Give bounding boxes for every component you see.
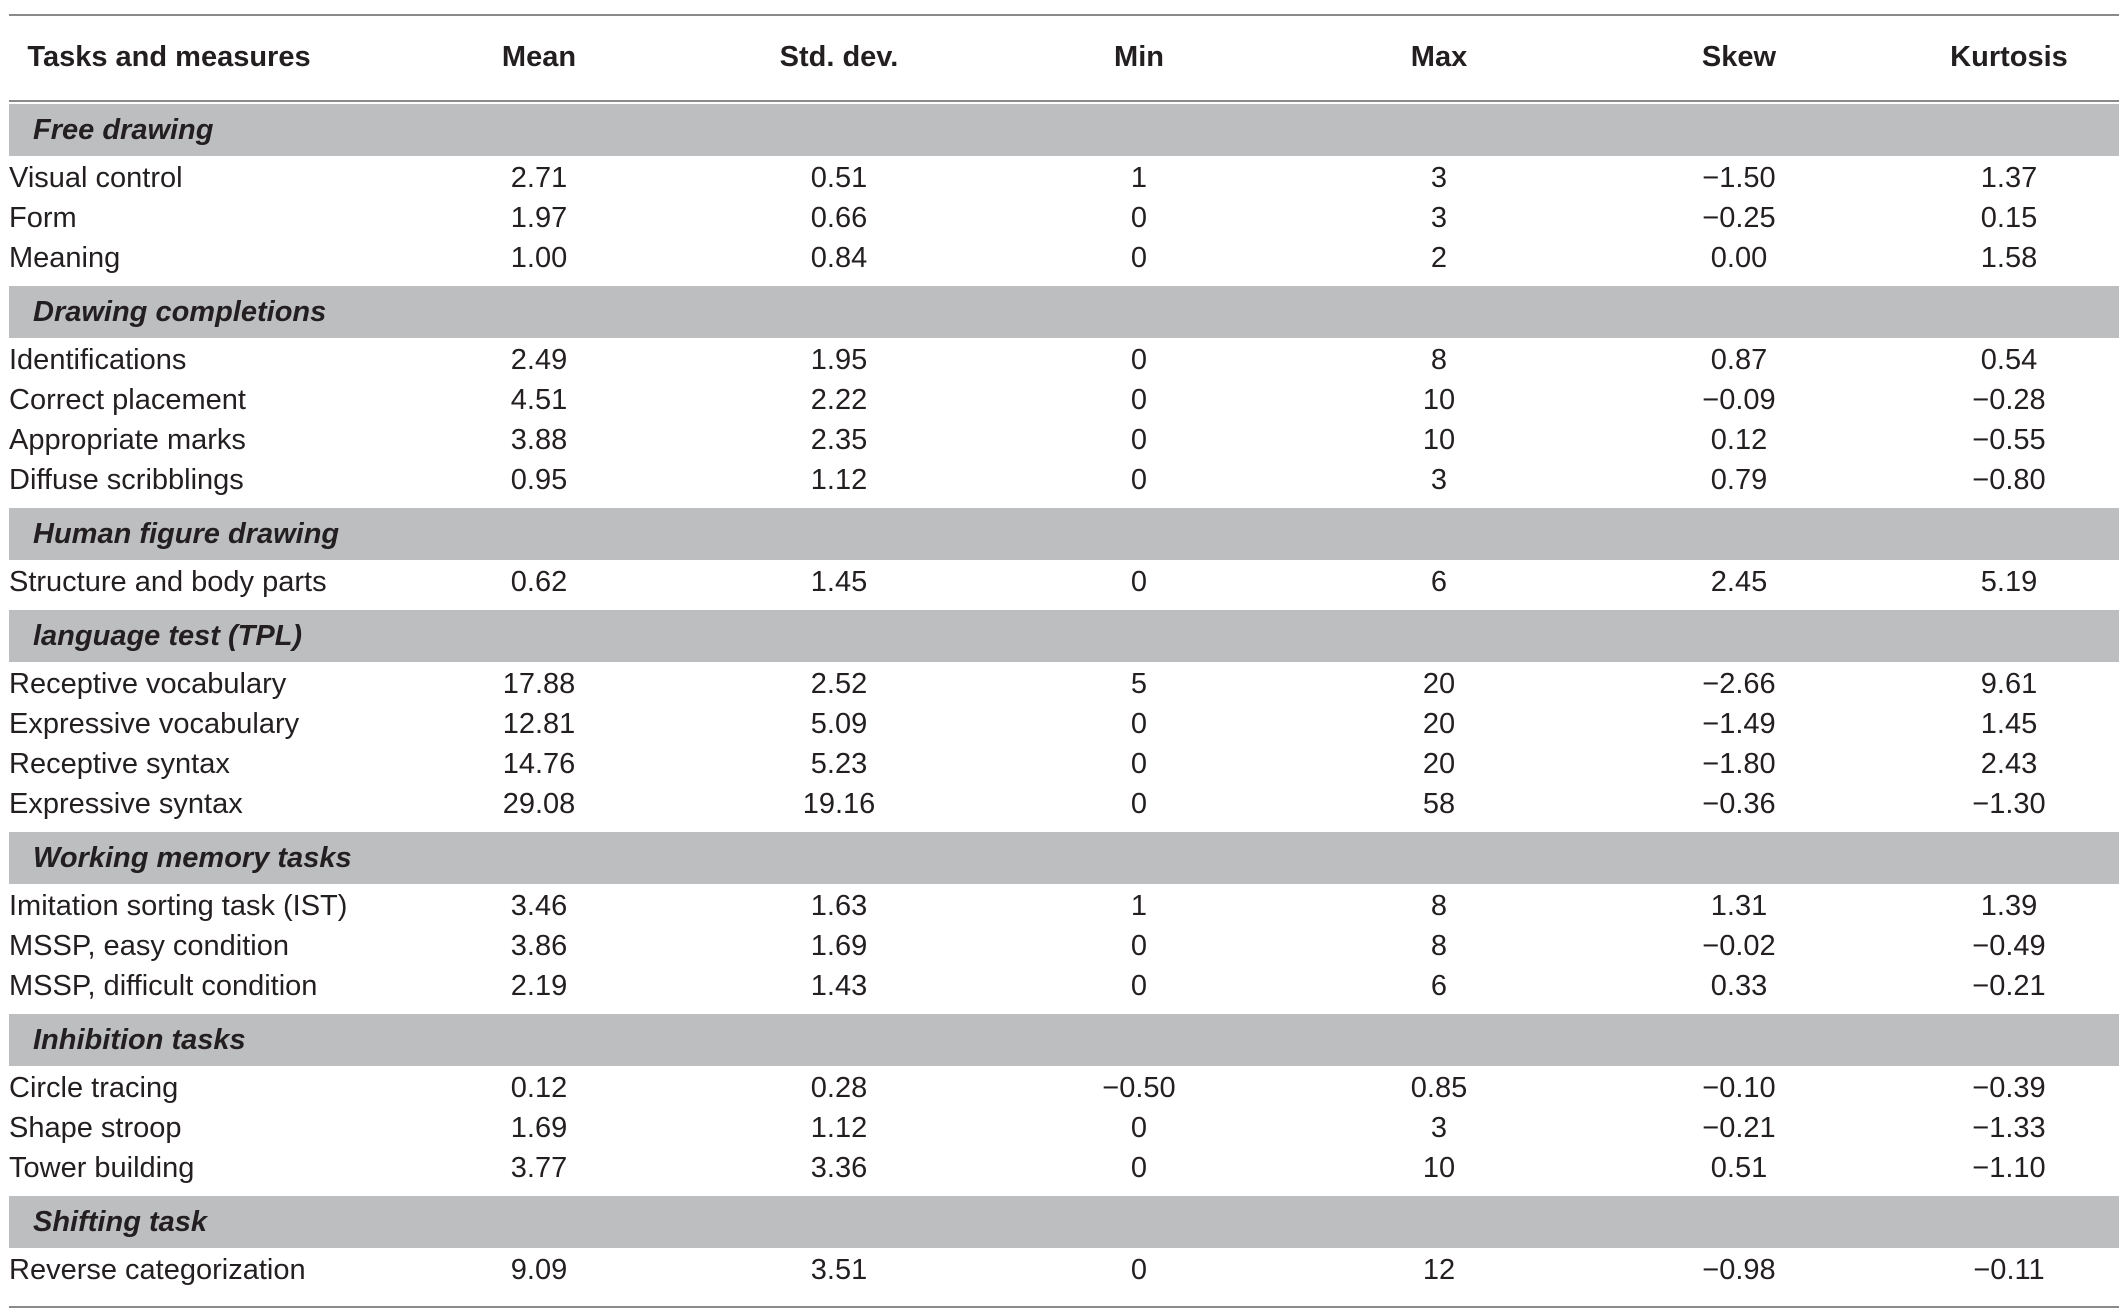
header-kurtosis: Kurtosis: [1950, 41, 2068, 73]
table-row: [9, 238, 2119, 278]
cell-kurtosis: −1.30: [1972, 788, 2046, 820]
cell-std-dev: 1.12: [810, 1112, 868, 1144]
section-title: Drawing completions: [33, 296, 327, 328]
row-label: Receptive syntax: [9, 748, 230, 780]
header-min: Min: [1114, 41, 1164, 73]
cell-std-dev: 1.45: [810, 566, 868, 598]
section-header: [9, 286, 2119, 338]
section-title: Free drawing: [33, 114, 214, 146]
row-label: Identifications: [9, 344, 187, 376]
cell-std-dev: 1.63: [810, 890, 868, 922]
table-row: [9, 420, 2119, 460]
cell-max: 8: [1430, 890, 1448, 922]
cell-skew: 1.31: [1710, 890, 1768, 922]
cell-skew: −2.66: [1702, 668, 1776, 700]
row-label: Meaning: [9, 242, 121, 274]
cell-kurtosis: 2.43: [1980, 748, 2038, 780]
header-std-dev: Std. dev.: [779, 41, 899, 73]
cell-max: 10: [1422, 424, 1456, 456]
row-label: Form: [9, 202, 77, 234]
cell-min: 0: [1130, 930, 1148, 962]
cell-kurtosis: −0.80: [1972, 464, 2046, 496]
cell-min: −0.50: [1102, 1072, 1176, 1104]
table-row: [9, 1108, 2119, 1148]
cell-mean: 0.12: [510, 1072, 568, 1104]
cell-min: 1: [1130, 162, 1148, 194]
table-row: [9, 1148, 2119, 1188]
cell-kurtosis: 1.39: [1980, 890, 2038, 922]
section-title: Human figure drawing: [33, 518, 340, 550]
cell-max: 6: [1430, 970, 1448, 1002]
cell-std-dev: 2.35: [810, 424, 868, 456]
cell-max: 12: [1422, 1254, 1456, 1286]
cell-mean: 3.88: [510, 424, 568, 456]
cell-skew: −0.10: [1702, 1072, 1776, 1104]
cell-mean: 3.77: [510, 1152, 568, 1184]
cell-kurtosis: −1.33: [1972, 1112, 2046, 1144]
row-label: Structure and body parts: [9, 566, 327, 598]
cell-max: 10: [1422, 1152, 1456, 1184]
cell-mean: 3.46: [510, 890, 568, 922]
cell-kurtosis: 9.61: [1980, 668, 2038, 700]
cell-mean: 3.86: [510, 930, 568, 962]
row-label: Diffuse scribblings: [9, 464, 244, 496]
table-row: [9, 562, 2119, 602]
table-row: [9, 1250, 2119, 1290]
row-label: Receptive vocabulary: [9, 668, 287, 700]
table-header: [9, 16, 2119, 98]
cell-mean: 29.08: [502, 788, 576, 820]
row-label: Appropriate marks: [9, 424, 246, 456]
table-row: [9, 926, 2119, 966]
cell-kurtosis: 5.19: [1980, 566, 2038, 598]
cell-min: 0: [1130, 748, 1148, 780]
cell-std-dev: 3.36: [810, 1152, 868, 1184]
cell-min: 0: [1130, 242, 1148, 274]
cell-skew: −0.21: [1702, 1112, 1776, 1144]
table-row: [9, 198, 2119, 238]
cell-std-dev: 1.69: [810, 930, 868, 962]
table-row: [9, 340, 2119, 380]
cell-std-dev: 0.66: [810, 202, 868, 234]
cell-std-dev: 1.43: [810, 970, 868, 1002]
cell-mean: 0.95: [510, 464, 568, 496]
cell-std-dev: 0.51: [810, 162, 868, 194]
header-mean: Mean: [501, 41, 577, 73]
cell-min: 0: [1130, 566, 1148, 598]
cell-max: 20: [1422, 748, 1456, 780]
cell-skew: −0.09: [1702, 384, 1776, 416]
cell-mean: 2.71: [510, 162, 568, 194]
section-title: Working memory tasks: [33, 842, 352, 874]
cell-mean: 17.88: [502, 668, 576, 700]
cell-skew: −1.80: [1702, 748, 1776, 780]
cell-max: 20: [1422, 708, 1456, 740]
cell-mean: 0.62: [510, 566, 568, 598]
cell-min: 0: [1130, 708, 1148, 740]
cell-std-dev: 0.84: [810, 242, 868, 274]
cell-skew: −1.49: [1702, 708, 1776, 740]
cell-skew: −0.98: [1702, 1254, 1776, 1286]
cell-max: 8: [1430, 344, 1448, 376]
table-row: [9, 966, 2119, 1006]
table-row: [9, 886, 2119, 926]
cell-kurtosis: −0.28: [1972, 384, 2046, 416]
cell-max: 2: [1430, 242, 1448, 274]
cell-skew: 0.79: [1710, 464, 1768, 496]
cell-skew: 0.33: [1710, 970, 1768, 1002]
cell-min: 5: [1130, 668, 1148, 700]
cell-mean: 2.19: [510, 970, 568, 1002]
cell-max: 20: [1422, 668, 1456, 700]
cell-max: 3: [1430, 1112, 1448, 1144]
table-row: [9, 744, 2119, 784]
cell-mean: 1.00: [510, 242, 568, 274]
cell-mean: 4.51: [510, 384, 568, 416]
cell-mean: 14.76: [502, 748, 576, 780]
cell-mean: 9.09: [510, 1254, 568, 1286]
table-row: [9, 704, 2119, 744]
cell-std-dev: 3.51: [810, 1254, 868, 1286]
table-row: [9, 1068, 2119, 1108]
row-label: Reverse categorization: [9, 1254, 306, 1286]
section-header: [9, 104, 2119, 156]
cell-kurtosis: −0.21: [1972, 970, 2046, 1002]
cell-kurtosis: 1.37: [1980, 162, 2038, 194]
section-title: language test (TPL): [33, 620, 303, 652]
cell-max: 6: [1430, 566, 1448, 598]
cell-min: 0: [1130, 1254, 1148, 1286]
cell-mean: 1.69: [510, 1112, 568, 1144]
cell-kurtosis: 1.45: [1980, 708, 2038, 740]
cell-std-dev: 5.23: [810, 748, 868, 780]
cell-kurtosis: −0.39: [1972, 1072, 2046, 1104]
row-label: Expressive vocabulary: [9, 708, 300, 740]
cell-skew: 2.45: [1710, 566, 1768, 598]
table-row: [9, 380, 2119, 420]
cell-std-dev: 1.95: [810, 344, 868, 376]
cell-max: 8: [1430, 930, 1448, 962]
cell-max: 10: [1422, 384, 1456, 416]
cell-min: 0: [1130, 344, 1148, 376]
cell-kurtosis: −0.49: [1972, 930, 2046, 962]
cell-skew: −0.02: [1702, 930, 1776, 962]
cell-skew: 0.87: [1710, 344, 1768, 376]
header-skew: Skew: [1701, 41, 1777, 73]
cell-max: 58: [1422, 788, 1456, 820]
cell-skew: −1.50: [1702, 162, 1776, 194]
section-title: Shifting task: [33, 1206, 208, 1238]
cell-skew: 0.12: [1710, 424, 1768, 456]
cell-std-dev: 1.12: [810, 464, 868, 496]
cell-std-dev: 19.16: [802, 788, 876, 820]
section-header: [9, 1196, 2119, 1248]
header-max: Max: [1410, 41, 1468, 73]
section-header: [9, 610, 2119, 662]
cell-std-dev: 5.09: [810, 708, 868, 740]
row-label: Expressive syntax: [9, 788, 243, 820]
cell-mean: 12.81: [502, 708, 576, 740]
cell-mean: 2.49: [510, 344, 568, 376]
cell-kurtosis: 1.58: [1980, 242, 2038, 274]
cell-skew: −0.25: [1702, 202, 1776, 234]
row-label: Circle tracing: [9, 1072, 179, 1104]
cell-min: 0: [1130, 202, 1148, 234]
table-row: [9, 460, 2119, 500]
cell-min: 0: [1130, 1152, 1148, 1184]
header-rule: [9, 100, 2119, 102]
cell-max: 3: [1430, 162, 1448, 194]
cell-min: 0: [1130, 970, 1148, 1002]
cell-min: 0: [1130, 464, 1148, 496]
cell-mean: 1.97: [510, 202, 568, 234]
bottom-rule: [9, 1306, 2119, 1308]
row-label: Shape stroop: [9, 1112, 182, 1144]
cell-min: 0: [1130, 788, 1148, 820]
section-header: [9, 508, 2119, 560]
cell-kurtosis: −1.10: [1972, 1152, 2046, 1184]
row-label: Imitation sorting task (IST): [9, 890, 348, 922]
cell-std-dev: 2.22: [810, 384, 868, 416]
table-row: [9, 784, 2119, 824]
table-row: [9, 664, 2119, 704]
table-row: [9, 158, 2119, 198]
row-label: MSSP, easy condition: [9, 930, 289, 962]
header-tasks-and-measures: Tasks and measures: [27, 41, 311, 73]
row-label: Tower building: [9, 1152, 195, 1184]
cell-min: 0: [1130, 384, 1148, 416]
cell-std-dev: 0.28: [810, 1072, 868, 1104]
cell-min: 1: [1130, 890, 1148, 922]
cell-kurtosis: −0.11: [1973, 1254, 2045, 1286]
section-header: [9, 1014, 2119, 1066]
cell-max: 3: [1430, 464, 1448, 496]
cell-min: 0: [1130, 1112, 1148, 1144]
cell-kurtosis: −0.55: [1972, 424, 2046, 456]
cell-max: 0.85: [1410, 1072, 1468, 1104]
cell-max: 3: [1430, 202, 1448, 234]
section-title: Inhibition tasks: [33, 1024, 246, 1056]
row-label: Visual control: [9, 162, 183, 194]
cell-kurtosis: 0.54: [1980, 344, 2038, 376]
cell-skew: −0.36: [1702, 788, 1776, 820]
cell-skew: 0.51: [1710, 1152, 1768, 1184]
section-header: [9, 832, 2119, 884]
cell-min: 0: [1130, 424, 1148, 456]
cell-std-dev: 2.52: [810, 668, 868, 700]
row-label: Correct placement: [9, 384, 246, 416]
cell-skew: 0.00: [1710, 242, 1768, 274]
cell-kurtosis: 0.15: [1980, 202, 2038, 234]
row-label: MSSP, difficult condition: [9, 970, 318, 1002]
